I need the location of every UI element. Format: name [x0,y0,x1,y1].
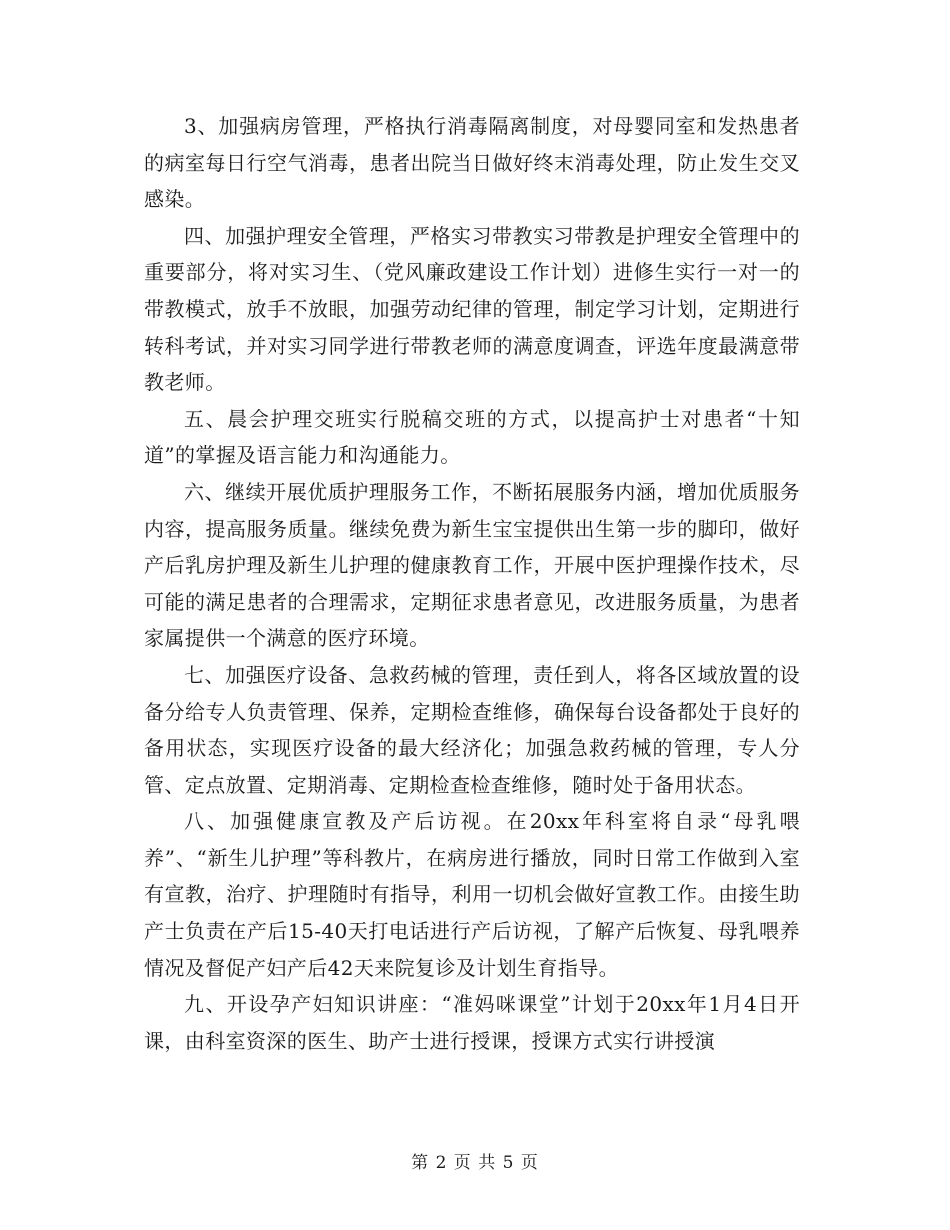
paragraph-morning-handover: 五、晨会护理交班实行脱稿交班的方式，以提高护士对患者“十知道”的掌握及语言能力和沟通能力。 [144,406,800,468]
document-body [144,108,800,1059]
paragraph-quality-nursing: 六、继续开展优质护理服务工作，不断拓展服务内涵，增加优质服务内容，提高服务质量。继续免费为新生宝宝提供出生第一步的脚印，做好产后乳房护理及新生儿护理的健康教育工作，开展中医护理操作技术，尽可能的满足患者的合理需求，定期征求患者意见，改进服务质量，为患者家属提供一个满意的医疗环境。 [144,479,800,651]
paragraph-ward-management: 3、加强病房管理，严格执行消毒隔离制度，对母婴同室和发热患者的病室每日行空气消毒，患者出院当日做好终末消毒处理，防止发生交叉感染。 [144,114,800,212]
paragraph-equipment-management: 七、加强医疗设备、急救药械的管理，责任到人，将各区域放置的设备分给专人负责管理、保养，定期检查维修，确保每台设备都处于良好的备用状态，实现医疗设备的最大经济化；加强急救药械的管理，专人分管、定点放置、定期消毒、定期检查检查维修，随时处于备用状态。 [144,662,800,797]
paragraph-maternal-lectures: 九、开设孕产妇知识讲座：“准妈咪课堂”计划于20xx年1月4日开课，由科室资深的医生、助产士进行授课，授课方式实行讲授演 [144,992,800,1053]
page-number-footer: 第 2 页 共 5 页 [411,1153,539,1173]
paragraph-health-education: 八、加强健康宣教及产后访视。在20xx年科室将自录“母乳喂养”、“新生儿护理”等科教片，在病房进行播放，同时日常工作做到入室有宣教，治疗、护理随时有指导，利用一切机会做好宣教工作。由接生助产士负责在产后15-40天打电话进行产后访视，了解产后恢复、母乳喂养情况及督促产妇产后42天来院复诊及计划生育指导。 [144,809,800,980]
paragraph-nursing-safety: 四、加强护理安全管理，严格实习带教实习带教是护理安全管理中的重要部分，将对实习生、（党风廉政建设工作计划）进修生实行一对一的带教模式，放手不放眼，加强劳动纪律的管理，制定学习计划，定期进行转科考试，并对实习同学进行带教老师的满意度调查，评选年度最满意带教老师。 [144,223,800,395]
